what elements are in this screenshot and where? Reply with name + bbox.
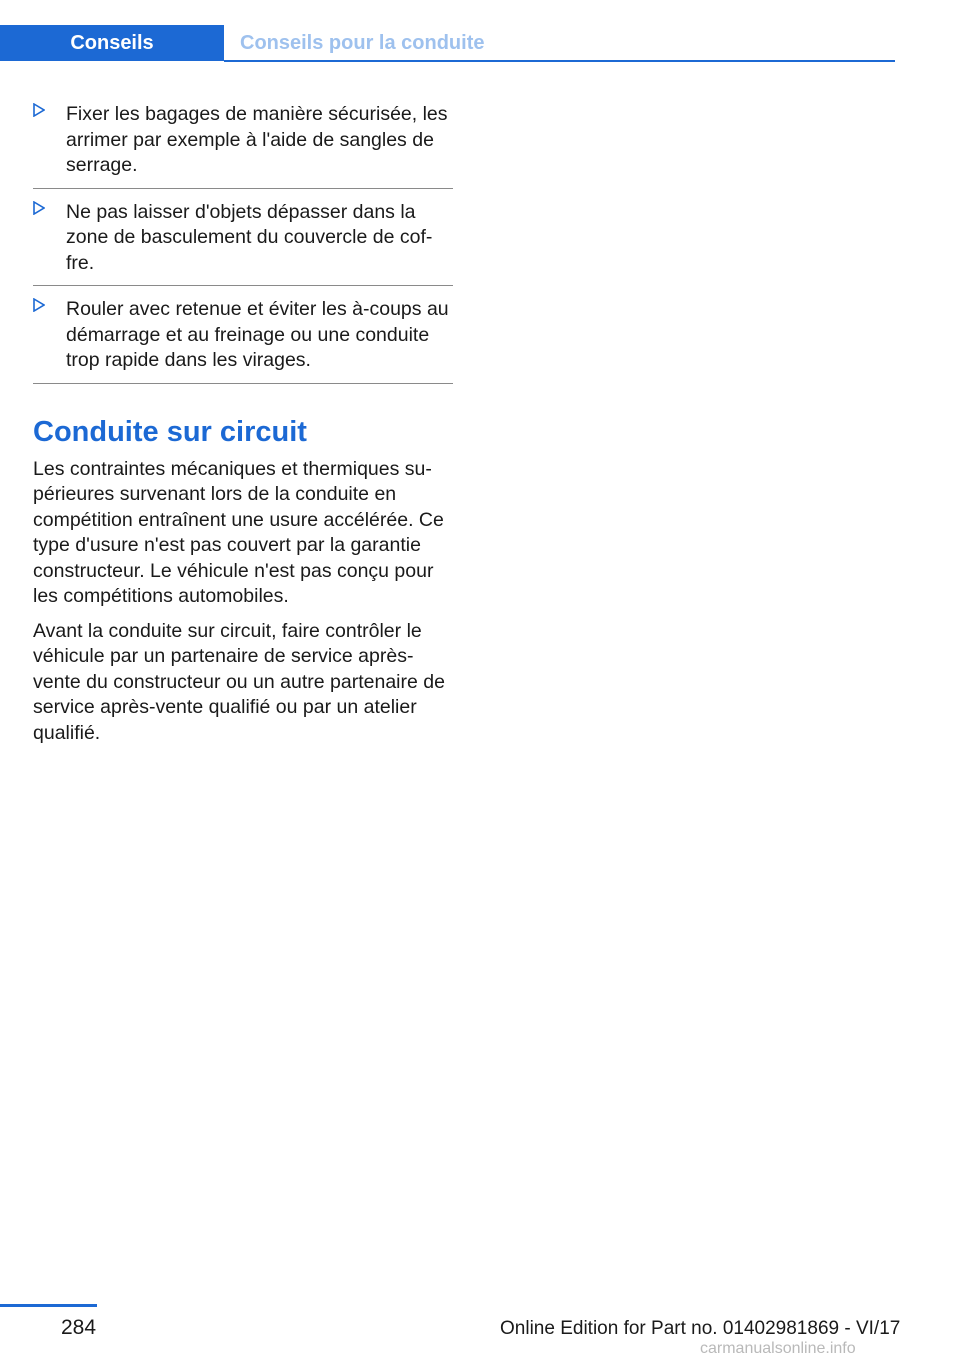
edition-note: Online Edition for Part no. 01402981869 - VI/17 — [500, 1318, 901, 1339]
bullet-list — [33, 102, 453, 384]
body-paragraph: Avant la conduite sur circuit, faire contrôler le véhicule par un partenaire de service après-vente du constructeur ou un autre partenaire de service après-vente qualifié ou par un atelier qualifié. — [33, 619, 445, 744]
list-item — [33, 297, 453, 384]
body-paragraph: Les contraintes mécaniques et thermiques supérieures survenant lors de la conduite en compétition entraînent une usure accélérée. Ce type d'usure n'est pas couvert par la garantie constructeur. Le véhicule n'est pas conçu pour les compétitions automobiles. — [33, 457, 444, 607]
list-item — [33, 102, 453, 189]
header-rule — [224, 60, 895, 62]
triangle-right-outline-icon — [33, 201, 47, 215]
list-item — [33, 200, 453, 287]
section-title[interactable]: Conseils pour la conduite — [240, 31, 485, 54]
content-column — [33, 102, 453, 755]
list-item-text: Rouler avec retenue et éviter les à-coups au démarrage et au freinage ou une conduite trop rapide dans les virages. — [66, 298, 449, 371]
triangle-right-outline-icon — [33, 103, 47, 117]
section-heading: Conduite sur circuit — [33, 415, 307, 448]
list-item-text: Fixer les bagages de manière sécurisée, les arrimer par exemple à l'aide de sangles de serrage. — [66, 103, 448, 176]
footer-rule — [0, 1304, 97, 1307]
page-number: 284 — [61, 1316, 97, 1339]
triangle-right-outline-icon — [33, 298, 47, 312]
page-header — [0, 25, 895, 63]
list-item-text: Ne pas laisser d'objets dépasser dans la zone de basculement du couvercle de coffre. — [66, 200, 433, 274]
chapter-tab[interactable]: Conseils — [0, 25, 224, 61]
watermark: carmanualsonline.info — [700, 1340, 856, 1357]
